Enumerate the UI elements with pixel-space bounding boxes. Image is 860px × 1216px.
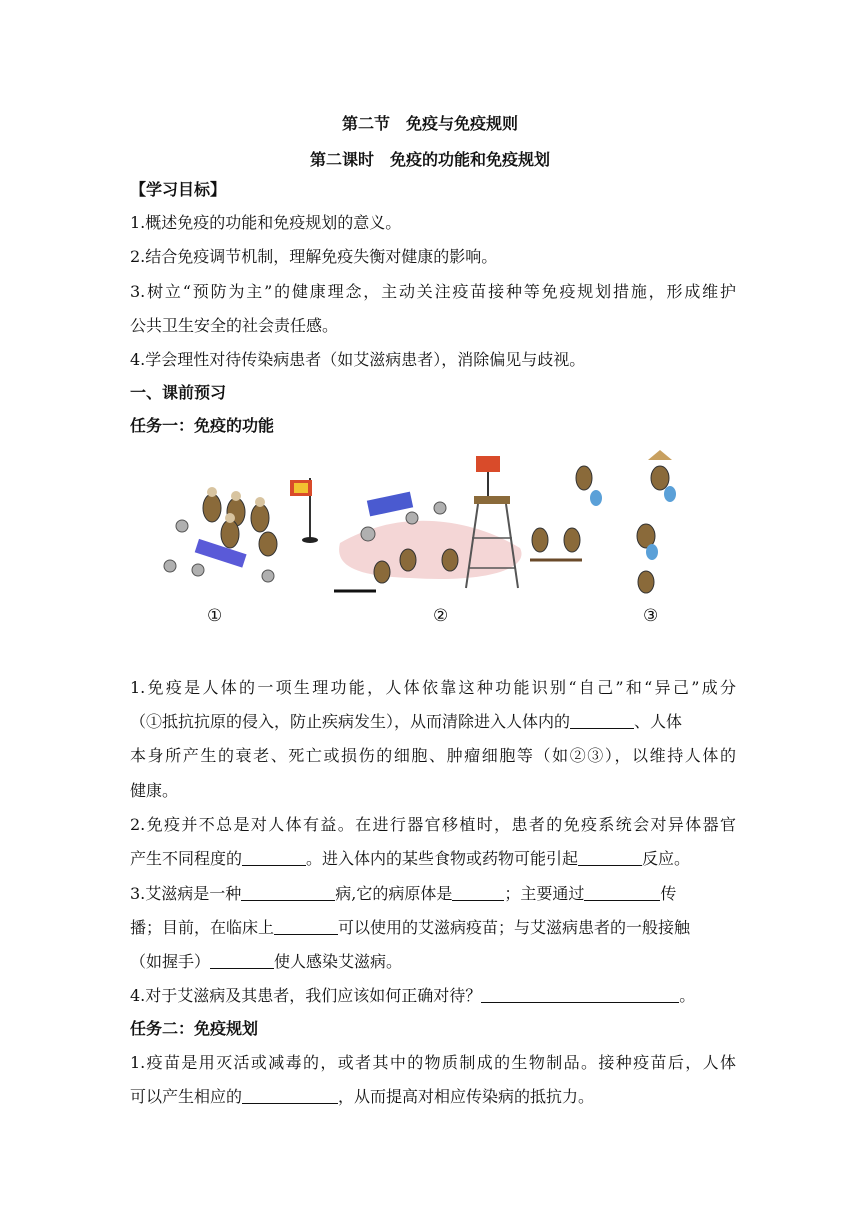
task2-heading: 任务二：免疫规划 — [130, 1019, 259, 1038]
q2-text: 2.免疫并不总是对人体有益。在进行器官移植时，患者的免疫系统会对异体器官 — [130, 815, 736, 834]
soldier-group-icon — [164, 478, 318, 582]
lesson-title: 第二课时 免疫的功能和免疫规划 — [309, 150, 550, 169]
figure-caption-1: ① — [207, 606, 223, 626]
task2-q1-text: 可以产生相应的 ，从而提高对相应传染病的抵抗力。 — [130, 1087, 595, 1106]
immune-function-illustration — [150, 448, 710, 598]
figure-caption-2: ② — [433, 606, 449, 626]
objective-item: 4.学会理性对待传染病患者（如艾滋病患者），消除偏见与歧视。 — [130, 350, 586, 369]
answer-blank[interactable] — [452, 884, 504, 901]
answer-blank[interactable] — [242, 849, 306, 866]
q3-text: （如握手） 使人感染艾滋病。 — [130, 952, 403, 971]
objective-item: 3.树立“预防为主”的健康理念，主动关注疫苗接种等免疫规划措施，形成维护 — [130, 282, 736, 301]
answer-blank[interactable] — [274, 918, 338, 935]
q4-text: 4.对于艾滋病及其患者，我们应该如何正确对待？ 。 — [130, 986, 696, 1005]
objective-item: 1.概述免疫的功能和免疫规划的意义。 — [130, 213, 402, 232]
section-title: 第二节 免疫与免疫规则 — [341, 114, 518, 133]
q1-text: 1.免疫是人体的一项生理功能，人体依靠这种功能识别“自己”和“异己”成分 — [130, 678, 736, 697]
q3-text: 播；目前，在临床上 可以使用的艾滋病疫苗；与艾滋病患者的一般接触 — [130, 918, 691, 937]
answer-blank[interactable] — [481, 986, 679, 1003]
answer-blank[interactable] — [241, 884, 335, 901]
answer-blank[interactable] — [242, 1087, 338, 1104]
objective-item: 2.结合免疫调节机制，理解免疫失衡对健康的影响。 — [130, 247, 498, 266]
q1-text: 健康。 — [130, 781, 179, 800]
q3-text: 3.艾滋病是一种 病,它的病原体是 ；主要通过 传 — [130, 884, 677, 903]
q1-text: （①抵抗抗原的侵入，防止疾病发生），从而清除进入人体内的 、人体 — [130, 712, 683, 731]
q1-text: 本身所产生的衰老、死亡或损伤的细胞、肿瘤细胞等（如②③），以维持人体的 — [130, 746, 736, 765]
q2-text: 产生不同程度的 。进入体内的某些食物或药物可能引起 反应。 — [130, 849, 691, 868]
objective-item: 公共卫生安全的社会责任感。 — [130, 316, 339, 335]
task2-q1-text: 1.疫苗是用灭活或减毒的，或者其中的物质制成的生物制品。接种疫苗后，人体 — [130, 1053, 736, 1072]
preview-heading: 一、课前预习 — [130, 383, 227, 402]
answer-blank[interactable] — [570, 712, 634, 729]
watchtower-icon — [334, 456, 582, 591]
answer-blank[interactable] — [210, 952, 274, 969]
answer-blank[interactable] — [584, 884, 660, 901]
figure-caption-3: ③ — [643, 606, 659, 626]
objectives-heading: 【学习目标】 — [130, 180, 227, 199]
task1-heading: 任务一：免疫的功能 — [130, 416, 275, 435]
answer-blank[interactable] — [578, 849, 642, 866]
